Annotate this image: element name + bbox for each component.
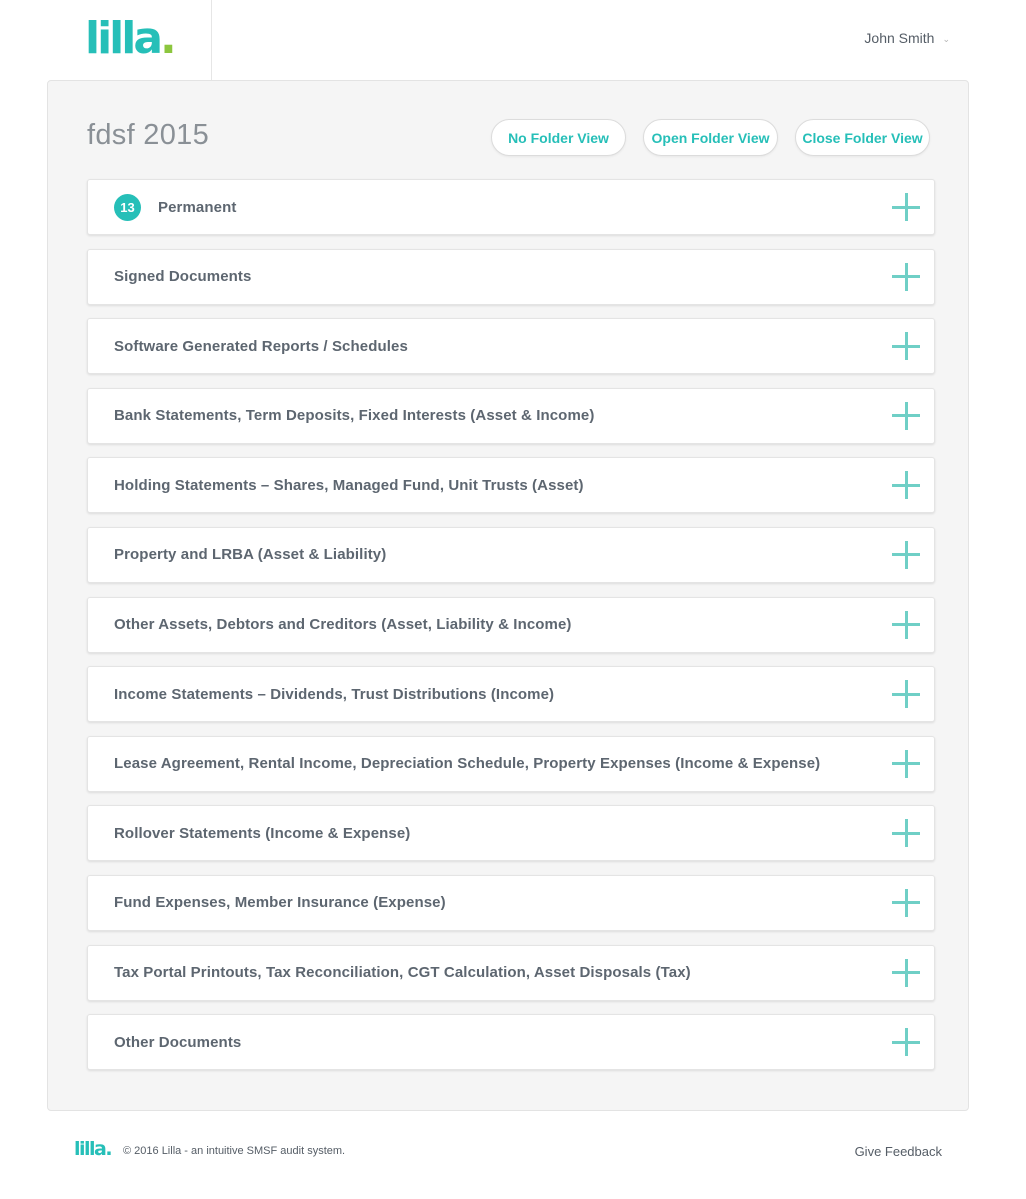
main-card (47, 80, 969, 1111)
plus-icon[interactable] (892, 541, 920, 569)
footer-logo-dot: . (105, 1138, 112, 1160)
header (0, 0, 1026, 80)
footer-logo-text: lilla (74, 1138, 106, 1160)
plus-icon[interactable] (892, 193, 920, 221)
folder-row-signed-documents[interactable] (87, 249, 935, 305)
give-feedback-link[interactable]: Give Feedback (854, 1144, 942, 1159)
chevron-down-icon: ⌄ (942, 33, 950, 44)
logo-text: lilla (85, 13, 161, 64)
no-folder-view-button[interactable]: No Folder View (491, 119, 626, 156)
folder-label: Property and LRBA (Asset & Liability) (114, 546, 387, 564)
plus-icon[interactable] (892, 750, 920, 778)
plus-icon[interactable] (892, 402, 920, 430)
user-menu[interactable] (864, 30, 950, 46)
folder-label: Rollover Statements (Income & Expense) (114, 824, 411, 842)
app-logo[interactable] (85, 14, 174, 64)
folder-label: Software Generated Reports / Schedules (114, 337, 408, 355)
folder-label: Fund Expenses, Member Insurance (Expense) (114, 894, 446, 912)
folder-row-property-lrba[interactable] (87, 527, 935, 583)
plus-icon[interactable] (892, 680, 920, 708)
folder-row-holding-statements[interactable] (87, 457, 935, 513)
plus-icon[interactable] (892, 263, 920, 291)
folder-count-badge: 13 (114, 194, 141, 221)
folder-row-tax-portal[interactable] (87, 945, 935, 1001)
page-title: fdsf 2015 (87, 119, 210, 151)
plus-icon[interactable] (892, 959, 920, 987)
folder-label: Permanent (158, 198, 237, 216)
footer (0, 1130, 1026, 1180)
folder-row-other-documents[interactable] (87, 1014, 935, 1070)
folder-label: Other Documents (114, 1033, 242, 1051)
folder-list (87, 179, 935, 1084)
plus-icon[interactable] (892, 611, 920, 639)
plus-icon[interactable] (892, 471, 920, 499)
logo-dot: . (160, 13, 174, 64)
folder-row-lease-agreement[interactable] (87, 736, 935, 792)
open-folder-view-button[interactable]: Open Folder View (643, 119, 778, 156)
folder-label: Tax Portal Printouts, Tax Reconciliation, CGT Calculation, Asset Disposals (Tax) (114, 964, 691, 982)
folder-row-other-assets[interactable] (87, 597, 935, 653)
user-name: John Smith (864, 30, 935, 46)
footer-logo[interactable] (74, 1138, 111, 1160)
folder-row-bank-statements[interactable] (87, 388, 935, 444)
folder-label: Lease Agreement, Rental Income, Depreciation Schedule, Property Expenses (Income & Expense) (114, 755, 821, 773)
folder-label: Income Statements – Dividends, Trust Distributions (Income) (114, 685, 555, 703)
folder-label: Other Assets, Debtors and Creditors (Asset, Liability & Income) (114, 616, 572, 634)
folder-label: Holding Statements – Shares, Managed Fund, Unit Trusts (Asset) (114, 476, 584, 494)
folder-label: Bank Statements, Term Deposits, Fixed Interests (Asset & Income) (114, 407, 595, 425)
plus-icon[interactable] (892, 332, 920, 360)
logo-cell (0, 0, 212, 80)
folder-row-rollover-statements[interactable] (87, 805, 935, 861)
plus-icon[interactable] (892, 1028, 920, 1056)
close-folder-view-button[interactable]: Close Folder View (795, 119, 930, 156)
folder-label: Signed Documents (114, 268, 252, 286)
plus-icon[interactable] (892, 819, 920, 847)
plus-icon[interactable] (892, 889, 920, 917)
folder-row-fund-expenses[interactable] (87, 875, 935, 931)
folder-row-income-statements[interactable] (87, 666, 935, 722)
folder-row-permanent[interactable] (87, 179, 935, 235)
footer-copyright: © 2016 Lilla - an intuitive SMSF audit system. (123, 1145, 346, 1157)
folder-row-software-reports[interactable] (87, 318, 935, 374)
